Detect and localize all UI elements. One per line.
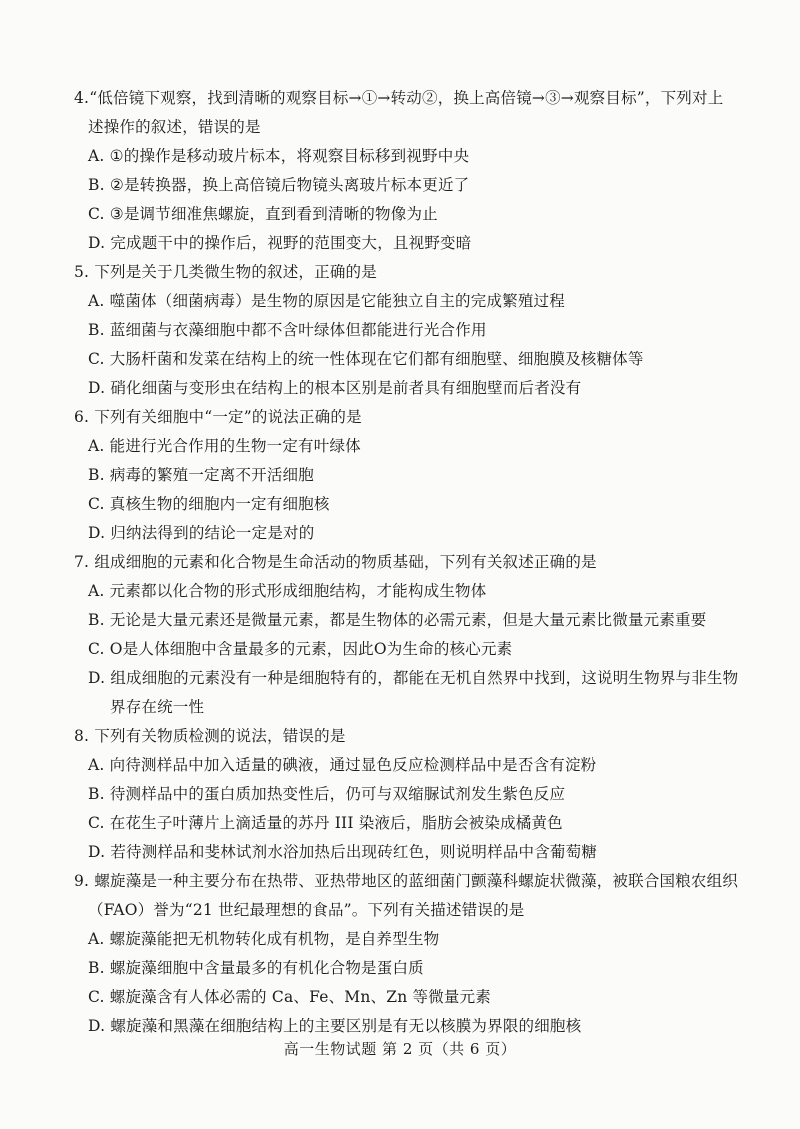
option-b: B. 蓝细菌与衣藻细胞中都不含叶绿体但都能进行光合作用	[88, 321, 487, 339]
option-d: D. 完成题干中的操作后，视野的范围变大，且视野变暗	[88, 234, 472, 252]
question-stem-continuation: （FAO）誉为“21 世纪最理想的食品”。下列有关描述错误的是	[88, 901, 525, 919]
option-d: D. 组成细胞的元素没有一种是细胞特有的，都能在无机自然界中找到，这说明生物界与非生物 界存在统一性	[74, 664, 754, 722]
option-c: C. O是人体细胞中含量最多的元素，因此O为生命的核心元素	[88, 640, 513, 658]
option-a: A. 螺旋藻能把无机物转化成有机物，是自养型生物	[88, 930, 440, 948]
question-stem: 6. 下列有关细胞中“一定”的说法正确的是	[74, 408, 362, 426]
question-stem: 5. 下列是关于几类微生物的叙述，正确的是	[74, 263, 377, 281]
question-stem: 8. 下列有关物质检测的说法，错误的是	[74, 727, 346, 745]
question-stem: 9. 螺旋藻是一种主要分布在热带、亚热带地区的蓝细菌门颤藻科螺旋状微藻，被联合国粮农组织 （FAO）誉为“21 世纪最理想的食品”。下列有关描述错误的是	[74, 867, 754, 925]
question-5	[74, 258, 754, 403]
option-a: A. 向待测样品中加入适量的碘液，通过显色反应检测样品中是否含有淀粉	[88, 756, 597, 774]
option-c: C. ③是调节细准焦螺旋，直到看到清晰的物像为止	[88, 205, 438, 223]
question-list	[74, 84, 754, 1041]
page-footer: 高一生物试题 第 2 页（共 6 页）	[283, 1040, 517, 1058]
option-d: D. 若待测样品和斐林试剂水浴加热后出现砖红色，则说明样品中含葡萄糖	[88, 843, 598, 861]
option-b: B. 待测样品中的蛋白质加热变性后，仍可与双缩脲试剂发生紫色反应	[88, 785, 566, 803]
question-8	[74, 722, 754, 867]
option-a: A. 能进行光合作用的生物一定有叶绿体	[88, 437, 361, 455]
option-b: B. 螺旋藻细胞中含量最多的有机化合物是蛋白质	[88, 959, 424, 977]
option-d: D. 螺旋藻和黑藻在细胞结构上的主要区别是有无以核膜为界限的细胞核	[88, 1017, 582, 1035]
question-4	[74, 84, 754, 258]
question-stem-continuation: 述操作的叙述，错误的是	[88, 118, 261, 136]
option-d: D. 硝化细菌与变形虫在结构上的根本区别是前者具有细胞壁而后者没有	[88, 379, 582, 397]
question-stem: 7. 组成细胞的元素和化合物是生命活动的物质基础，下列有关叙述正确的是	[74, 553, 597, 571]
option-c: C. 真核生物的细胞内一定有细胞核	[88, 495, 330, 513]
option-a: A. 元素都以化合物的形式形成细胞结构，才能构成生物体	[88, 582, 487, 600]
option-a: A. 噬菌体（细菌病毒）是生物的原因是它能独立自主的完成繁殖过程	[88, 292, 565, 310]
option-b: B. ②是转换器，换上高倍镜后物镜头离玻片标本更近了	[88, 176, 470, 194]
option-c: C. 在花生子叶薄片上滴适量的苏丹 III 染液后，脂肪会被染成橘黄色	[88, 814, 563, 832]
option-d: D. 归纳法得到的结论一定是对的	[88, 524, 315, 542]
option-d-continuation: 界存在统一性	[110, 698, 205, 716]
option-c: C. 螺旋藻含有人体必需的 Ca、Fe、Mn、Zn 等微量元素	[88, 988, 492, 1006]
option-b: B. 无论是大量元素还是微量元素，都是生物体的必需元素，但是大量元素比微量元素重要	[88, 611, 707, 629]
question-stem: 4.“低倍镜下观察，找到清晰的观察目标→①→转动②，换上高倍镜→③→观察目标”，下列对上 述操作的叙述，错误的是	[74, 84, 754, 142]
option-b: B. 病毒的繁殖一定离不开活细胞	[88, 466, 314, 484]
option-c: C. 大肠杆菌和发菜在结构上的统一性体现在它们都有细胞壁、细胞膜及核糖体等	[88, 350, 644, 368]
question-6	[74, 403, 754, 548]
question-9	[74, 867, 754, 1041]
option-a: A. ①的操作是移动玻片标本，将观察目标移到视野中央	[88, 147, 470, 165]
question-7	[74, 548, 754, 722]
